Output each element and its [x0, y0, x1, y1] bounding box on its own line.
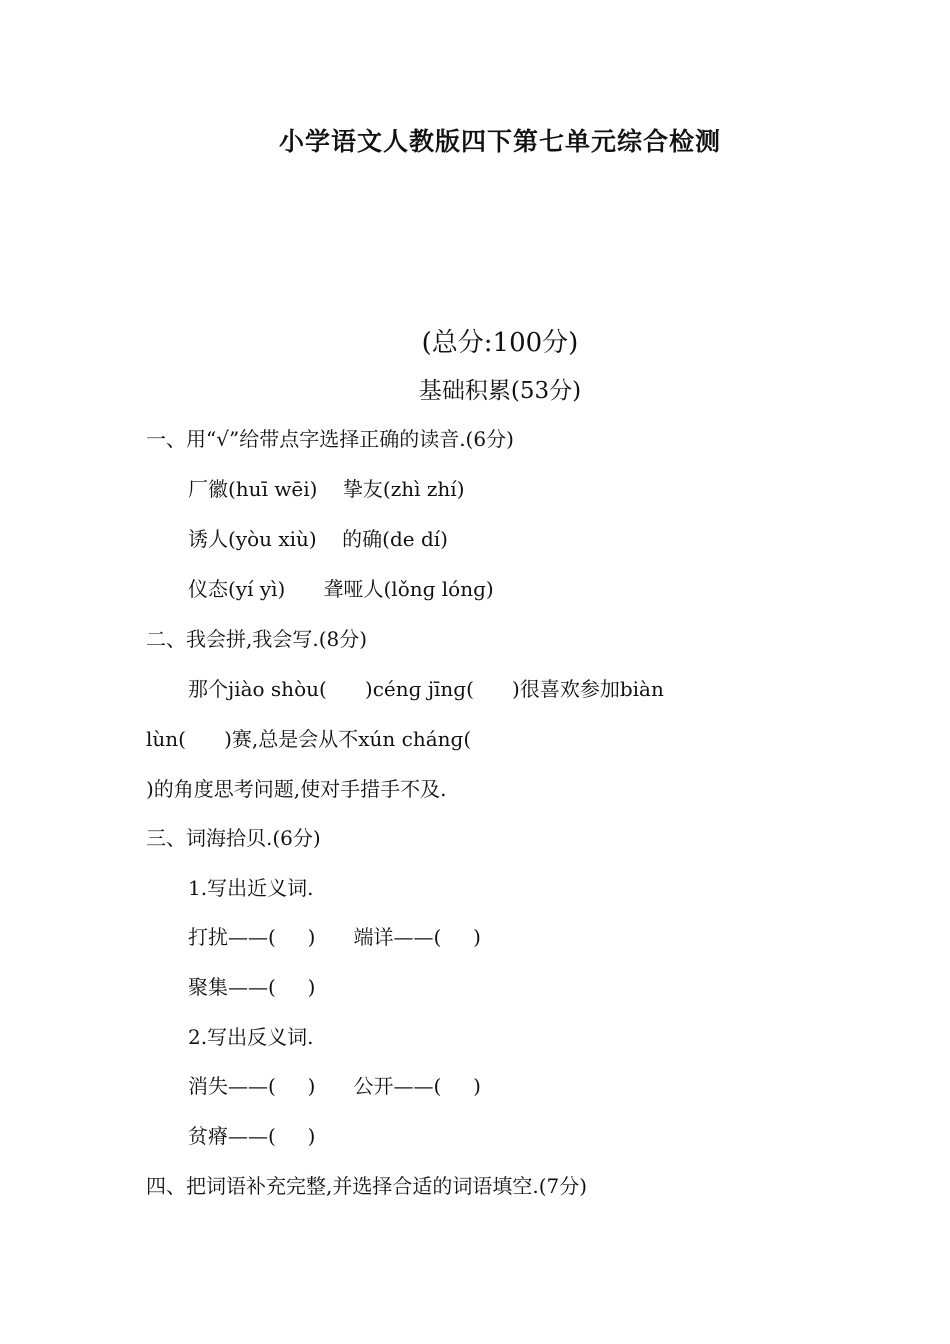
question-2-line-3: )的角度思考问题,使对手措手不及. [146, 777, 447, 801]
question-2-line-1: 那个jiào shòu( )cénɡ jīnɡ( )很喜欢参加biàn [188, 677, 664, 701]
section-heading: 基础积累(53分) [418, 378, 582, 404]
question-2-heading: 二、我会拼,我会写.(8分) [146, 627, 368, 651]
question-2-line-2: lùn( )赛,总是会从不xún chánɡ( [146, 727, 472, 751]
page-title: 小学语文人教版四下第七单元综合检测 [278, 127, 721, 156]
total-score: (总分:100分) [421, 328, 579, 358]
question-1-row-1: 厂徽(huī wēi) 挚友(zhì zhí) [188, 477, 465, 501]
question-3-sub-2: 2.写出反义词. [188, 1025, 314, 1049]
antonym-row-1: 消失——( ) 公开——( ) [188, 1074, 481, 1098]
question-4-heading: 四、把词语补充完整,并选择合适的词语填空.(7分) [146, 1174, 588, 1198]
antonym-row-2: 贫瘠——( ) [188, 1124, 316, 1148]
question-1-row-2: 诱人(yòu xiù) 的确(de dí) [188, 527, 448, 551]
question-3-heading: 三、词海拾贝.(6分) [146, 826, 321, 850]
synonym-row-1: 打扰——( ) 端详——( ) [188, 925, 481, 949]
question-1-heading: 一、用“√”给带点字选择正确的读音.(6分) [146, 427, 514, 451]
question-1-row-3: 仪态(yí yì) 聋哑人(lǒnɡ lónɡ) [188, 577, 494, 601]
synonym-row-2: 聚集——( ) [188, 975, 316, 999]
question-3-sub-1: 1.写出近义词. [188, 876, 314, 900]
